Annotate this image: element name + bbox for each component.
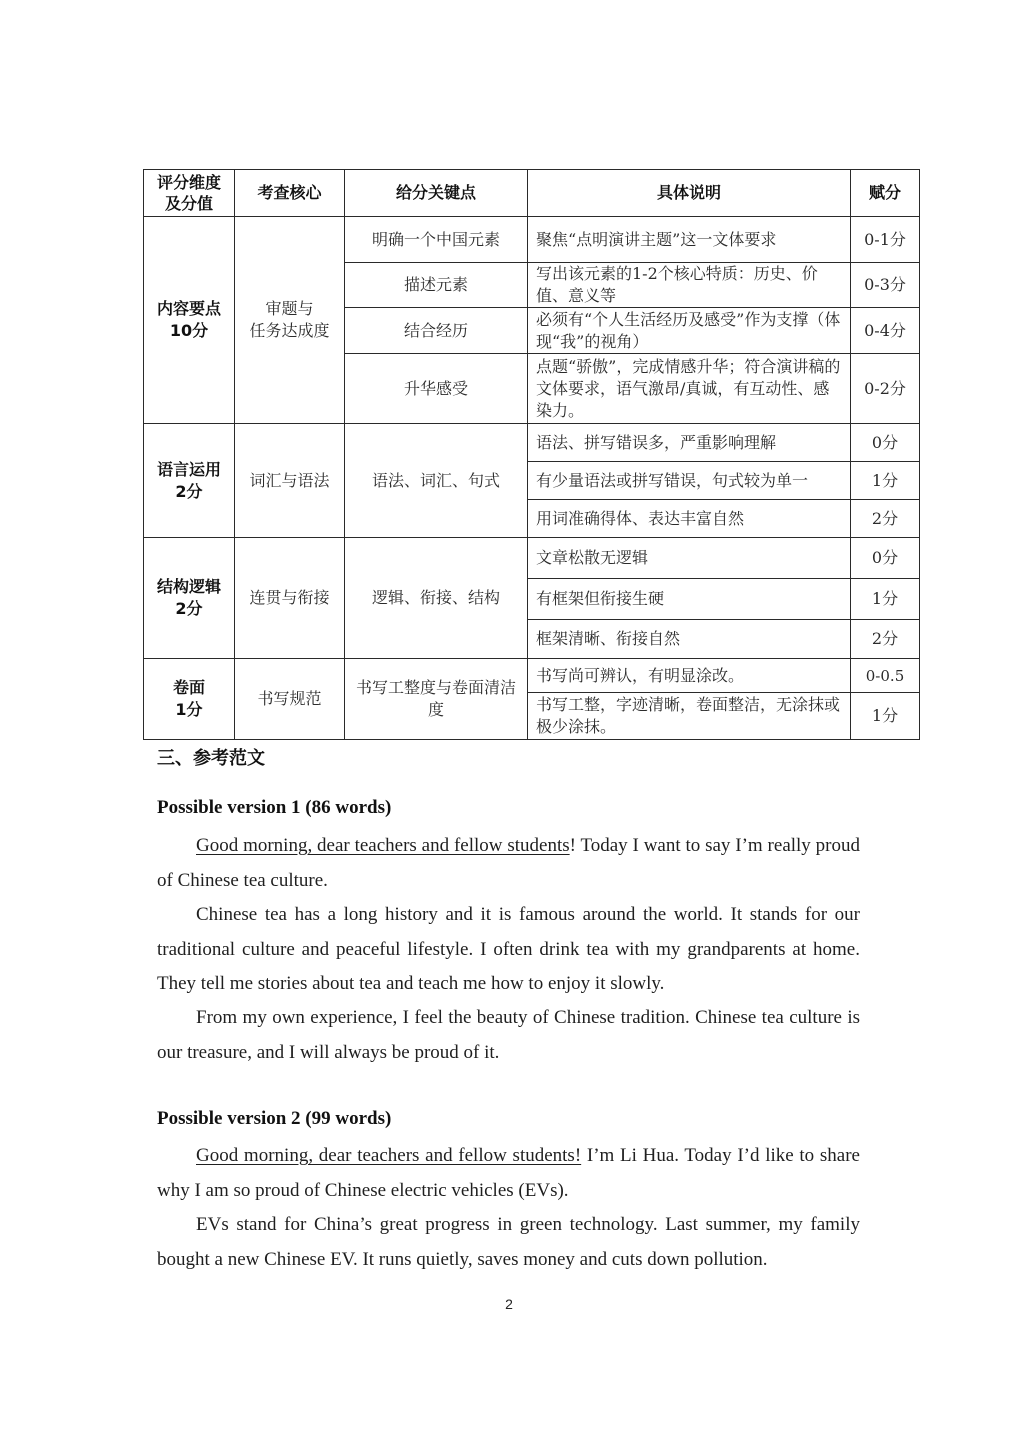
paragraph-text: ! Today I want to say I’m really proud of Chinese tea culture. — [157, 835, 860, 891]
key-point: 语法、词汇、句式 — [345, 424, 528, 538]
version-2-paragraph-1 — [157, 1139, 860, 1208]
description: 点题“骄傲”，完成情感升华；符合演讲稿的文体要求，语气激昂/真诚，有互动性、感染力。 — [528, 354, 851, 424]
header-dimension: 评分维度 及分值 — [144, 170, 235, 217]
version-2-paragraph-2: EVs stand for China’s great progress in green technology. Last summer, my family bought a new Chinese EV. It runs quietly, saves money and cuts down pollution. — [157, 1214, 860, 1270]
score: 2分 — [851, 620, 920, 659]
description: 必须有“个人生活经历及感受”作为支撑（体现“我”的视角） — [528, 308, 851, 354]
paragraph-text: I’m Li Hua. Today I’d like to share why I am so proud of Chinese electric vehicles (EVs). — [157, 1145, 860, 1201]
key-point: 结合经历 — [345, 308, 528, 354]
score: 1分 — [851, 579, 920, 620]
greeting-underlined: Good morning, dear teachers and fellow students — [196, 835, 570, 856]
description: 有框架但衔接生硬 — [528, 579, 851, 620]
core-language: 词汇与语法 — [235, 424, 345, 538]
version-1-paragraph-3: From my own experience, I feel the beauty of Chinese tradition. Chinese tea culture is our treasure, and I will always be proud of it. — [157, 1007, 860, 1063]
table-row — [144, 424, 920, 462]
score: 0-3分 — [851, 263, 920, 308]
page-number: 2 — [505, 1296, 513, 1312]
scoring-rubric-table — [143, 169, 920, 740]
dimension-neatness: 卷面 1分 — [144, 659, 235, 740]
score: 0分 — [851, 538, 920, 579]
header-core: 考查核心 — [235, 170, 345, 217]
description: 语法、拼写错误多，严重影响理解 — [528, 424, 851, 462]
header-key-points: 给分关键点 — [345, 170, 528, 217]
table-row — [144, 538, 920, 579]
header-score: 赋分 — [851, 170, 920, 217]
key-point: 升华感受 — [345, 354, 528, 424]
version-1-paragraph-1 — [157, 829, 860, 898]
description: 有少量语法或拼写错误，句式较为单一 — [528, 462, 851, 500]
core-neatness: 书写规范 — [235, 659, 345, 740]
table-row — [144, 659, 920, 693]
score: 2分 — [851, 500, 920, 538]
dimension-structure: 结构逻辑 2分 — [144, 538, 235, 659]
score: 0分 — [851, 424, 920, 462]
table-header-row — [144, 170, 920, 217]
score: 0-4分 — [851, 308, 920, 354]
core-structure: 连贯与衔接 — [235, 538, 345, 659]
version-1-title: Possible version 1 (86 words) — [157, 797, 392, 818]
dimension-content: 内容要点 10分 — [144, 217, 235, 424]
score: 1分 — [851, 693, 920, 740]
table-row — [144, 217, 920, 263]
description: 用词准确得体、表达丰富自然 — [528, 500, 851, 538]
description: 聚焦“点明演讲主题”这一文体要求 — [528, 217, 851, 263]
description: 书写工整，字迹清晰，卷面整洁，无涂抹或极少涂抹。 — [528, 693, 851, 740]
version-1-paragraph-2: Chinese tea has a long history and it is famous around the world. It stands for our traditional culture and peaceful lifestyle. I often drink tea with my grandparents at home. They tell me stories about tea and teach me how to enjoy it slowly. — [157, 904, 860, 994]
score: 0-0.5 — [851, 659, 920, 693]
greeting-underlined: Good morning, dear teachers and fellow students! — [196, 1145, 582, 1166]
description: 文章松散无逻辑 — [528, 538, 851, 579]
key-point: 书写工整度与卷面清洁度 — [345, 659, 528, 740]
dimension-language: 语言运用 2分 — [144, 424, 235, 538]
score: 0-2分 — [851, 354, 920, 424]
key-point: 逻辑、衔接、结构 — [345, 538, 528, 659]
core-content: 审题与 任务达成度 — [235, 217, 345, 424]
header-description: 具体说明 — [528, 170, 851, 217]
description: 框架清晰、衔接自然 — [528, 620, 851, 659]
score: 0-1分 — [851, 217, 920, 263]
version-2-title: Possible version 2 (99 words) — [157, 1108, 392, 1129]
description: 书写尚可辨认，有明显涂改。 — [528, 659, 851, 693]
description: 写出该元素的1-2个核心特质：历史、价值、意义等 — [528, 263, 851, 308]
section-heading: 三、参考范文 — [157, 748, 265, 769]
score: 1分 — [851, 462, 920, 500]
key-point: 明确一个中国元素 — [345, 217, 528, 263]
key-point: 描述元素 — [345, 263, 528, 308]
